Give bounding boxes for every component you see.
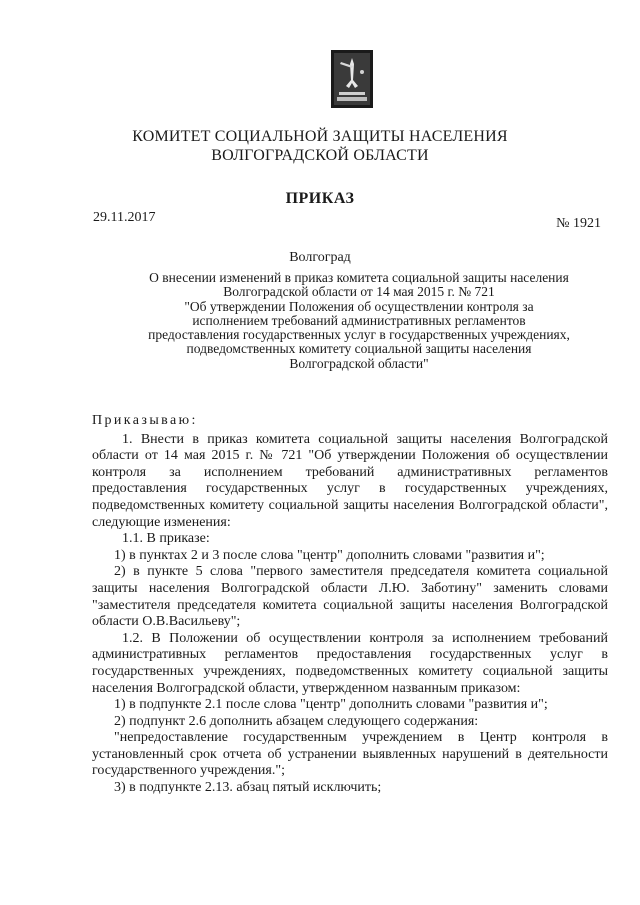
document-city: Волгоград — [289, 250, 351, 265]
order-word: Приказываю: — [92, 413, 198, 428]
paragraph-1-2-2: 2) подпункт 2.6 дополнить абзацем следующего содержания: — [114, 713, 479, 729]
volgograd-emblem-icon — [331, 50, 373, 108]
paragraph-1-1: 1.1. В приказе: — [122, 531, 210, 547]
subject-line: исполнением требований административных регламентов — [192, 312, 526, 328]
document-number: № 1921 — [556, 216, 601, 231]
paragraph-1-1-1: 1) в пунктах 2 и 3 после слова "центр" дополнить словами "развития и"; — [114, 547, 545, 563]
document-subject — [110, 271, 608, 371]
organization-name — [0, 127, 640, 165]
subject-line: подведомственных комитету социальной защиты населения — [186, 341, 532, 357]
paragraph-1-2-1: 1) в подпункте 2.1 после слова "центр" дополнить словами "развития и"; — [114, 697, 548, 713]
subject-line: О внесении изменений в приказ комитета социальной защиты населения — [149, 270, 569, 285]
organization-line-2: ВОЛГОГРАДСКОЙ ОБЛАСТИ — [211, 147, 429, 164]
paragraph-1-2: 1.2. В Положении об осуществлении контроля за исполнением требований административных регламентов предоставления государственных услуг в государственных учреждениях, подведомственных комитету социальной защиты населения Волгоградской области, утвержденном названным приказом: — [92, 630, 608, 696]
document-body — [92, 413, 608, 797]
subject-line: предоставления государственных услуг в государственных учреждениях, — [148, 327, 570, 343]
document-type: ПРИКАЗ — [285, 190, 355, 207]
paragraph-1-2-3: 3) в подпункте 2.13. абзац пятый исключить; — [114, 780, 382, 796]
document-date: 29.11.2017 — [93, 210, 156, 225]
subject-line: "Об утверждении Положения об осуществлении контроля за — [184, 298, 534, 314]
subject-line: Волгоградской области от 14 мая 2015 г. № 721 — [223, 284, 495, 300]
subject-line: Волгоградской области" — [289, 355, 429, 371]
paragraph-quote: "непредоставление государственным учреждением в Центр контроля в установленный срок отчета об устранении выявленных нарушений в деятельности государственного учреждения."; — [92, 730, 608, 779]
organization-line-1: КОМИТЕТ СОЦИАЛЬНОЙ ЗАЩИТЫ НАСЕЛЕНИЯ — [132, 128, 508, 145]
paragraph-1: 1. Внести в приказ комитета социальной защиты населения Волгоградской области от 14 мая 2015 г. № 721 "Об утверждении Положения об осуществлении контроля за исполнением требований административных регламентов предоставления государственных услуг в государственных учреждениях, подведомственных комитету социальной защиты населения Волгоградской области", следующие изменения: — [92, 431, 608, 530]
paragraph-1-1-2: 2) в пункте 5 слова "первого заместителя председателя комитета социальной защиты населения Волгоградской области Л.Ю. Заботину" заменить словами "заместителя председателя комитета социальной защиты населения Волгоградской области О.В.Васильеву"; — [92, 564, 608, 630]
